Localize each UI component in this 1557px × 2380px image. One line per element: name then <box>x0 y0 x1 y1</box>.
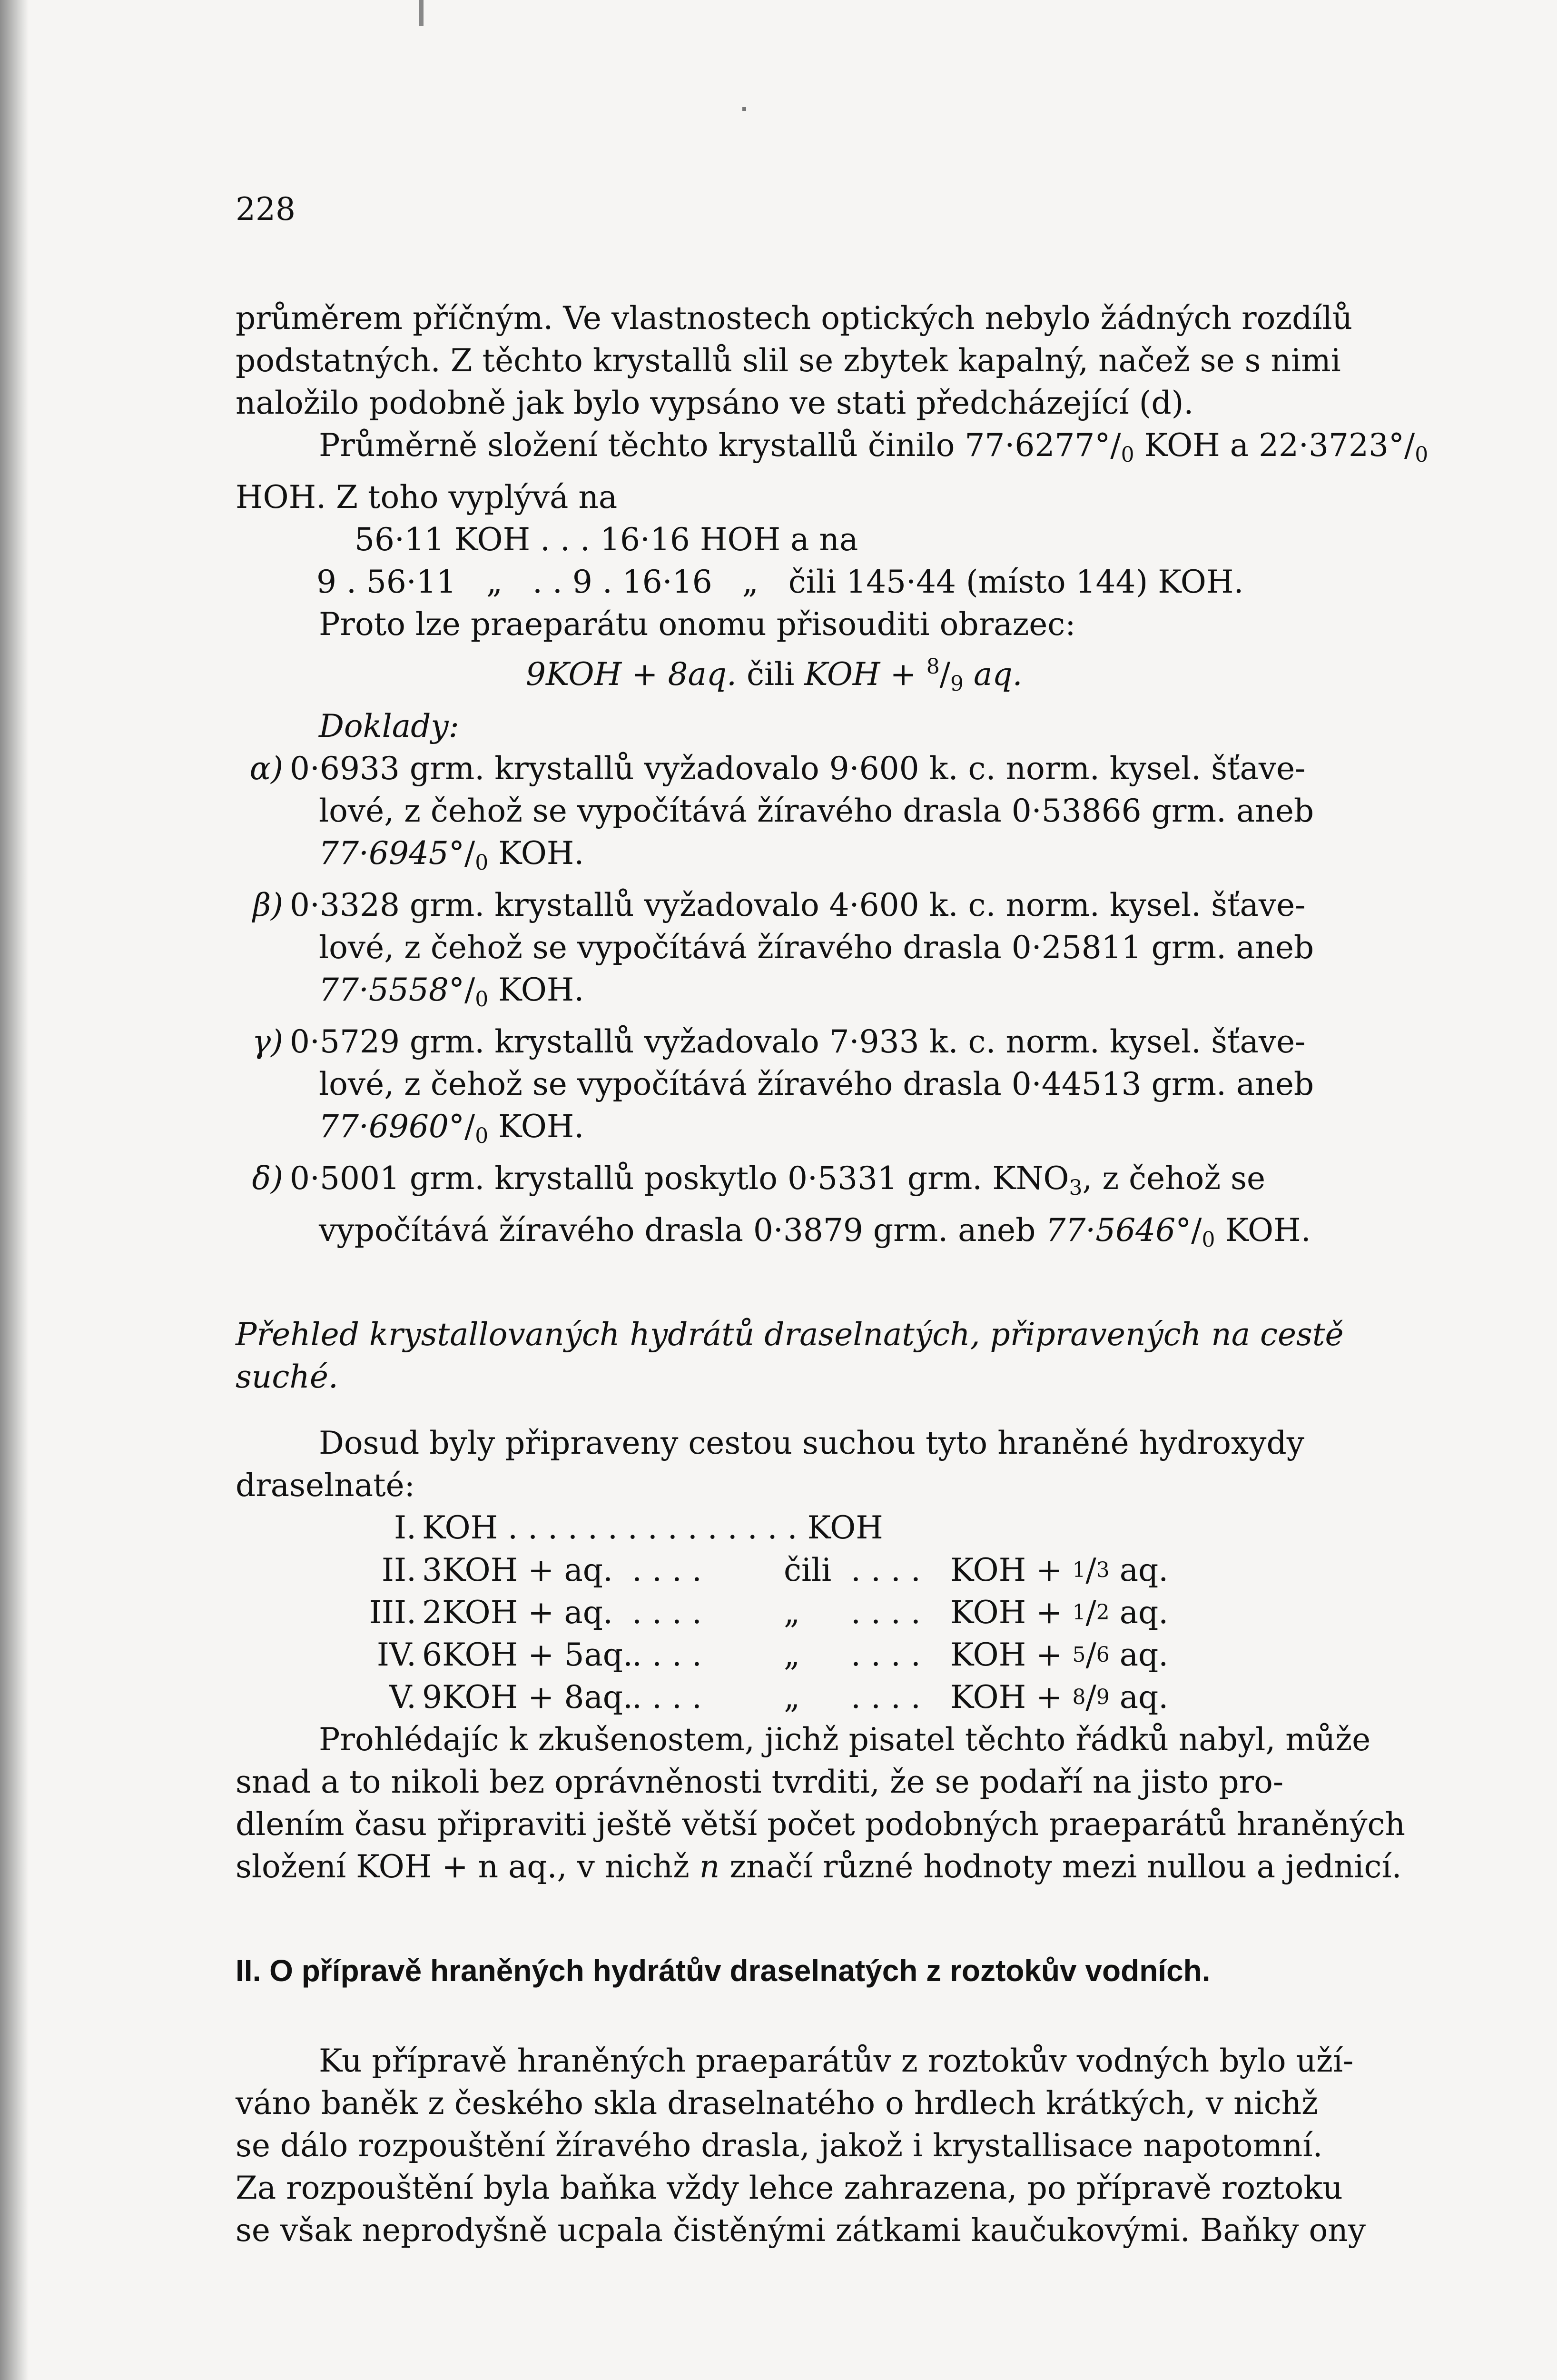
section-heading-ii: II. O přípravě hraněných hydrátův draselnatých z roztokův vodních. <box>236 1954 1211 1988</box>
item-label: α) <box>249 750 283 787</box>
text-run: složení KOH + n aq., v nichž <box>236 1848 700 1885</box>
page-edge-shadow <box>0 0 29 2380</box>
text-run: °/ <box>1175 1212 1202 1249</box>
row-word: „ <box>784 1636 800 1673</box>
text-run: čili <box>737 656 805 693</box>
text-run: 0·6933 grm. krystallů vyžadovalo 9·600 k. c. norm. kysel. šťave- <box>290 750 1306 787</box>
text-line <box>236 832 1363 884</box>
text-run: vypočítává žíravého drasla 0·3879 grm. aneb <box>319 1212 1046 1249</box>
row-result: KOH + <box>950 1594 1073 1631</box>
text-line: Ku přípravě hraněných praeparátův z roztokův vodných bylo uží- <box>319 2043 1354 2079</box>
text-run: , z čehož se <box>1082 1160 1266 1197</box>
item-label: γ) <box>252 1023 283 1060</box>
row-aq: aq. <box>1109 1552 1169 1588</box>
text-run: °/ <box>448 835 475 872</box>
doklady-heading: Doklady: <box>319 708 459 744</box>
text-line: draselnaté: <box>236 1467 415 1504</box>
row-formula: 6KOH + 5aq. <box>422 1636 633 1673</box>
table-row: V. 9KOH + 8aq. . . . . „ . . . . KOH + 8 / 9 aq. <box>331 1676 1363 1718</box>
calc-line: 56·11 KOH . . . 16·16 HOH a na <box>355 521 858 558</box>
row-number: IV. <box>376 1636 416 1673</box>
text-line <box>236 884 1363 926</box>
text-run: °/ <box>448 1108 475 1145</box>
formula-right: KOH + <box>804 656 926 693</box>
percentage: 77·5646 <box>1045 1212 1176 1249</box>
proof-item-delta <box>236 1157 1363 1261</box>
formula-left: 9KOH + 8aq. <box>526 656 737 693</box>
paragraph-4 <box>236 1422 1363 1507</box>
formula-line <box>236 645 1363 705</box>
text-run: KOH. <box>488 835 584 872</box>
calculation <box>236 518 1363 603</box>
text-run: KOH. <box>488 972 584 1008</box>
text-run: 0·3328 grm. krystallů vyžadovalo 4·600 k. c. norm. kysel. šťave- <box>290 887 1306 923</box>
percentage: 77·6945 <box>319 835 449 872</box>
text-line <box>236 1845 1402 1888</box>
text-line <box>236 1209 1363 1261</box>
fraction-denominator: 2 <box>1096 1600 1110 1625</box>
leader-dots: . . . . <box>841 1552 931 1588</box>
subscript: 0 <box>1121 443 1134 467</box>
leader-dots: . . . . <box>622 1594 712 1631</box>
hydrate-table <box>331 1507 1363 1718</box>
text-run: KOH. <box>488 1108 584 1145</box>
leader-dots: . . . . <box>841 1594 931 1631</box>
text-line <box>236 1157 1363 1209</box>
subscript: 0 <box>475 851 489 875</box>
row-formula: 9KOH + 8aq. <box>422 1679 633 1716</box>
text-line <box>236 424 1429 476</box>
row-result: KOH + <box>950 1679 1073 1716</box>
fraction-denominator: 6 <box>1096 1643 1110 1667</box>
text-line: dlením času připraviti ještě větší počet podobných praeparátů hraněných <box>236 1806 1406 1843</box>
text-line: váno baněk z českého skla draselnatého o hrdlech krátkých, v nichž <box>236 2085 1318 2122</box>
subscript: 0 <box>1415 443 1429 467</box>
scan-artifact <box>742 107 746 111</box>
leader-dots: . . . . <box>622 1636 712 1673</box>
leader-dots: . . . . <box>841 1636 931 1673</box>
row-number: V. <box>389 1679 416 1716</box>
row-aq: aq. <box>1109 1594 1169 1631</box>
text-run: aq. <box>964 656 1023 693</box>
proof-item-alpha <box>236 747 1363 884</box>
page-number: 228 <box>236 191 296 228</box>
row-formula: 3KOH + aq. <box>422 1552 613 1588</box>
leader-dots: . . . . . . . . . . . . . . . <box>498 1509 808 1546</box>
text-run: n <box>699 1848 720 1885</box>
proof-item-gamma <box>236 1021 1363 1157</box>
leader-dots: . . . . <box>622 1679 712 1716</box>
row-number: III. <box>369 1594 416 1631</box>
row-word: „ <box>784 1679 800 1716</box>
fraction-denominator: 3 <box>1096 1558 1110 1582</box>
fraction-numerator: 1 <box>1072 1558 1086 1582</box>
text-run: KOH a 22·3723°/ <box>1134 427 1415 464</box>
table-row: III. 2KOH + aq. . . . . „ . . . . KOH + 1 / 2 aq. <box>331 1591 1363 1634</box>
text-run: 0·5729 grm. krystallů vyžadovalo 7·933 k. c. norm. kysel. šťave- <box>290 1023 1306 1060</box>
text-line: se dálo rozpouštění žíravého drasla, jakož i krystallisace napotomní. <box>236 2127 1323 2164</box>
text-line: Prohlédajíc k zkušenostem, jichž pisatel těchto řádků nabyl, může <box>319 1721 1371 1758</box>
row-word: čili <box>784 1552 832 1588</box>
text-line: snad a to nikoli bez oprávněnosti tvrditi, že se podaří na jisto pro- <box>236 1764 1284 1800</box>
text-run: °/ <box>448 972 475 1008</box>
subscript: 9 <box>950 672 964 696</box>
proof-item-beta <box>236 884 1363 1021</box>
paragraph-6 <box>236 2040 1366 2251</box>
fraction-numerator: 5 <box>1072 1643 1086 1667</box>
text-line: podstatných. Z těchto krystallů slil se zbytek kapalný, načež se s nimi <box>236 342 1341 379</box>
row-result: KOH + <box>950 1636 1073 1673</box>
percentage: 77·6960 <box>319 1108 449 1145</box>
paragraph-2 <box>236 424 1429 518</box>
text-line: Dosud byly připraveny cestou suchou tyto hraněné hydroxydy <box>319 1425 1304 1461</box>
percentage: 77·5558 <box>319 972 449 1008</box>
text-line: průměrem příčným. Ve vlastnostech optických nebylo žádných rozdílů <box>236 300 1353 337</box>
subscript: 0 <box>475 987 489 1012</box>
text-line <box>236 1021 1363 1063</box>
calc-line: 9 . 56·11 „ . . 9 . 16·16 „ čili 145·44 (místo 144) KOH. <box>316 564 1244 600</box>
table-row: II. 3KOH + aq. . . . . čili . . . . KOH + 1 / 3 aq. <box>331 1549 1363 1591</box>
row-formula: KOH <box>422 1509 498 1546</box>
text-run: 0·5001 grm. krystallů poskytlo 0·5331 grm. KNO <box>290 1160 1069 1197</box>
text-run: KOH. <box>1215 1212 1311 1249</box>
paragraph-3: Proto lze praeparátu onomu přisouditi obrazec: <box>319 606 1076 643</box>
row-result: KOH <box>807 1509 883 1546</box>
subscript: 0 <box>1202 1228 1215 1252</box>
row-aq: aq. <box>1109 1636 1169 1673</box>
subscript: 0 <box>475 1124 489 1148</box>
text-line: se však neprodyšně ucpala čistěnými zátkami kaučukovými. Baňky ony <box>236 2212 1366 2249</box>
row-number: II. <box>381 1552 416 1588</box>
subscript: 3 <box>1069 1176 1083 1200</box>
text-line <box>236 747 1363 790</box>
row-formula: 2KOH + aq. <box>422 1594 613 1631</box>
superscript: 8 <box>926 654 940 679</box>
text-line <box>236 969 1363 1021</box>
fraction-denominator: 9 <box>1096 1685 1110 1709</box>
text-line <box>236 1105 1363 1157</box>
table-row: IV. 6KOH + 5aq. . . . . „ . . . . KOH + 5 / 6 aq. <box>331 1634 1363 1676</box>
text-line: HOH. Z toho vyplývá na <box>236 479 618 516</box>
row-result: KOH + <box>950 1552 1073 1588</box>
table-row <box>331 1507 1363 1549</box>
paragraph-1 <box>236 297 1363 424</box>
row-aq: aq. <box>1109 1679 1169 1716</box>
row-word: „ <box>784 1594 800 1631</box>
page-content <box>236 188 1429 2251</box>
text-run: Průměrně složení těchto krystallů činilo 77·6277°/ <box>319 427 1121 464</box>
item-label: β) <box>253 887 283 923</box>
item-label: δ) <box>252 1160 283 1197</box>
text-run: značí různé hodnoty mezi nullou a jednicí. <box>719 1848 1402 1885</box>
leader-dots: . . . . <box>841 1679 931 1716</box>
section-title-dry-method: Přehled krystallovaných hydrátů draselnatých, připravených na cestě suché. <box>236 1316 1344 1395</box>
text-run: / <box>939 656 950 693</box>
text-line: lové, z čehož se vypočítává žíravého drasla 0·25811 grm. aneb <box>319 929 1314 966</box>
scan-artifact <box>419 0 424 26</box>
text-line: lové, z čehož se vypočítává žíravého drasla 0·44513 grm. aneb <box>319 1066 1314 1102</box>
text-line: naložilo podobně jak bylo vypsáno ve stati předcházející (d). <box>236 385 1194 421</box>
text-line: lové, z čehož se vypočítává žíravého drasla 0·53866 grm. aneb <box>319 793 1314 829</box>
fraction-numerator: 8 <box>1072 1685 1086 1709</box>
row-number: I. <box>394 1509 416 1546</box>
text-line: Za rozpouštění byla baňka vždy lehce zahrazena, po přípravě roztoku <box>236 2170 1343 2206</box>
fraction-numerator: 1 <box>1072 1600 1086 1625</box>
leader-dots: . . . . <box>622 1552 712 1588</box>
paragraph-5 <box>236 1718 1406 1888</box>
